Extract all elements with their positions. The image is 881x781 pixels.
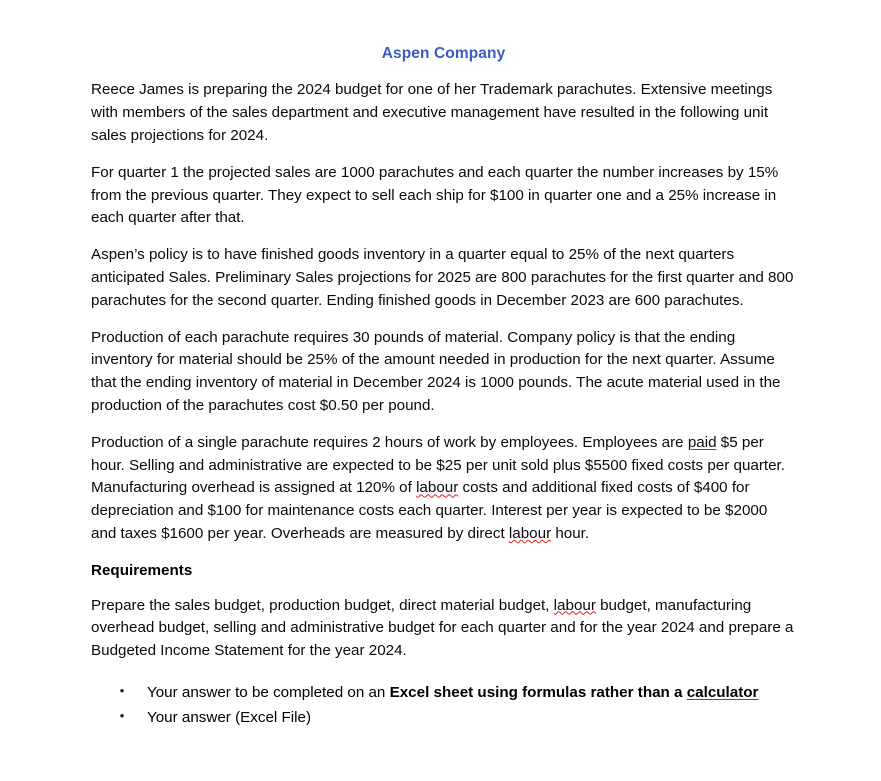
list-item — [91, 706, 796, 729]
bullet-icon: • — [119, 682, 125, 698]
paragraph-requirements — [91, 595, 796, 663]
page-title: Aspen Company — [381, 45, 506, 62]
bullet-icon: • — [119, 708, 125, 723]
spellcheck-underline-labour-3: labour — [553, 596, 596, 614]
spellcheck-underline-labour-1: labour — [416, 479, 459, 497]
list-item — [91, 681, 796, 704]
paragraph-material-requirements: Production of each parachute requires 30 pounds of material. Company policy is that the ending inventory for material should be 25% of the amount needed in production for the next quarter. Assume that the ending inventory of material in December 2024 is 1000 pounds. The acute material used in the production of the parachutes cost $0.50 per pound. — [91, 328, 781, 414]
labour-para-segment-2: $5 per hour. Selling and administrative are expected to be $25 per unit sold plus $5500 fixed costs per quarter. Manufacturing overhead is assigned at 120% of — [91, 433, 785, 497]
paragraph-labour-overhead — [91, 432, 796, 546]
grammar-underline-paid: paid — [687, 433, 717, 451]
answer-item-plain-text: Your answer (Excel File) — [147, 709, 312, 726]
requirements-segment-1: Prepare the sales budget, production budget, direct material budget, — [91, 596, 554, 614]
requirements-heading: Requirements — [91, 561, 193, 579]
labour-para-segment-4: hour. — [551, 524, 590, 542]
labour-para-segment-3: costs and additional fixed costs of $400 for depreciation and $100 for maintenance costs each quarter. Interest per year is expected to be $2000 and taxes $1600 per year. Overheads are measured by direct — [91, 479, 768, 542]
answer-item-calculator-underlined: calculator — [686, 683, 759, 701]
answer-item-bold-text: Excel sheet using formulas rather than a — [389, 683, 687, 701]
paragraph-inventory-policy: Aspen’s policy is to have finished goods inventory in a quarter equal to 25% of the next quarters anticipated Sales. Preliminary Sales projections for 2025 are 800 parachutes for the first quarter and 800 parachutes for the second quarter. Ending finished goods in December 2023 are 600 parachutes. — [91, 246, 794, 309]
labour-para-segment-1: Production of a single parachute requires 2 hours of work by employees. Employees are — [91, 433, 688, 451]
spellcheck-underline-labour-2: labour — [508, 524, 552, 542]
paragraph-intro: Reece James is preparing the 2024 budget for one of her Trademark parachutes. Extensive meetings with members of the sales department and executive management have resulted in the following unit sales projections for 2024. — [91, 81, 773, 144]
answer-submission-list — [91, 681, 796, 729]
paragraph-sales-projection: For quarter 1 the projected sales are 1000 parachutes and each quarter the number increases by 15% from the previous quarter. They expect to sell each ship for $100 in quarter one and a 25% increase in each quarter after that. — [91, 163, 779, 227]
requirements-segment-2: budget, manufacturing overhead budget, selling and administrative budget for each quarter and for the year 2024 and prepare a Budgeted Income Statement for the year 2024. — [91, 596, 794, 660]
answer-item-plain-text: Your answer to be completed on an — [147, 683, 390, 701]
document-body — [91, 44, 796, 731]
